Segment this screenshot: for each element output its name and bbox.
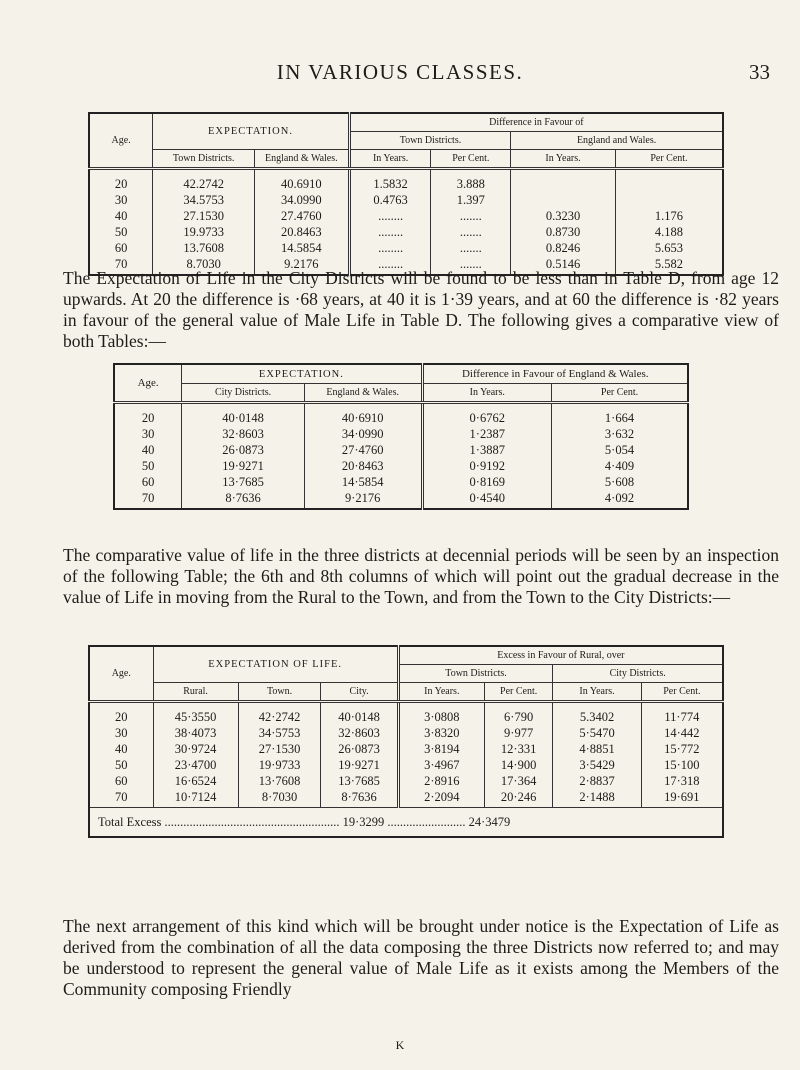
value-cell: 19·9271 [182, 458, 305, 474]
col-years-header: In Years. [349, 150, 431, 169]
value-cell: 12·331 [484, 741, 552, 757]
value-cell: 0.8730 [511, 224, 616, 240]
value-cell: 34·0990 [304, 426, 422, 442]
value-cell: 13·7685 [182, 474, 305, 490]
value-cell: 0.5146 [511, 256, 616, 275]
value-cell: 40·6910 [304, 403, 422, 427]
value-cell: 10·7124 [153, 789, 238, 808]
value-cell: 5·608 [552, 474, 688, 490]
paragraph-2: The comparative value of life in the three districts at decennial periods will be seen by an inspection of the following Table; the 6th and 8th columns of which will point out the gradual decrease in the value of Life in moving from the Rural to the Town, and from the Town to the City Districts:— [63, 545, 779, 607]
value-cell: 4·8851 [553, 741, 641, 757]
page-number: 33 [749, 60, 770, 84]
running-head [0, 60, 800, 90]
value-cell: 14·5854 [304, 474, 422, 490]
value-cell: 3·8194 [398, 741, 484, 757]
table-town-vs-england [88, 112, 724, 276]
difference-header: Difference in Favour of [349, 113, 723, 132]
value-cell [511, 169, 616, 193]
value-cell: 4·409 [552, 458, 688, 474]
col-percent-header: Per Cent. [484, 683, 552, 702]
paragraph-1: The Expectation of Life in the City Districts will be found to be less than in Table D, from age 12 upwards. At 20 the difference is ·68 years, at 40 it is 1·39 years, and at 60 the difference is ·82 years in favour of the general value of Male Life in Table D. The following gives a comparative view of both Tables:— [63, 268, 779, 351]
col-age-header: Age. [89, 113, 153, 169]
total-excess-town: 19·3299 [342, 815, 385, 829]
value-cell: 26·0873 [321, 741, 398, 757]
town-districts-header: Town Districts. [349, 132, 511, 150]
value-cell: 30·9724 [153, 741, 238, 757]
value-cell: 0·4540 [422, 490, 552, 509]
age-cell: 70 [114, 257, 128, 271]
value-cell: 8.7030 [153, 256, 255, 275]
total-excess-city: 24·3479 [468, 815, 511, 829]
value-cell: 5.653 [615, 240, 723, 256]
table-row [114, 458, 688, 474]
value-cell: ........ [349, 208, 431, 224]
value-cell: 0.8246 [511, 240, 616, 256]
value-cell: 40.6910 [254, 169, 349, 193]
value-cell: 1·664 [552, 403, 688, 427]
table-row [114, 403, 688, 427]
col-town-header: Town. [238, 683, 321, 702]
value-cell: 40·0148 [321, 702, 398, 726]
value-cell: ........ [349, 240, 431, 256]
table-row [89, 725, 723, 741]
table-row [89, 192, 723, 208]
age-cell: 40 [115, 742, 128, 756]
value-cell: 23·4700 [153, 757, 238, 773]
table-row [114, 426, 688, 442]
value-cell: 3·632 [552, 426, 688, 442]
value-cell: 8·7636 [182, 490, 305, 509]
value-cell: 9·2176 [304, 490, 422, 509]
city-districts-header: City Districts. [553, 665, 723, 683]
value-cell: 4·092 [552, 490, 688, 509]
value-cell: 27.1530 [153, 208, 255, 224]
expectation-header: EXPECTATION OF LIFE. [153, 646, 398, 683]
value-cell: 0·9192 [422, 458, 552, 474]
col-england-header: England & Wales. [254, 150, 349, 169]
value-cell: 20·8463 [304, 458, 422, 474]
value-cell: 38·4073 [153, 725, 238, 741]
col-age-header: Age. [114, 364, 182, 403]
table-rural-town-city [88, 645, 724, 838]
expectation-header: EXPECTATION. [153, 113, 349, 150]
value-cell: 34.5753 [153, 192, 255, 208]
col-years-header: In Years. [398, 683, 484, 702]
value-cell: 11·774 [641, 702, 723, 726]
value-cell: 15·100 [641, 757, 723, 773]
value-cell: 27·1530 [238, 741, 321, 757]
value-cell: 14·442 [641, 725, 723, 741]
col-rural-header: Rural. [153, 683, 238, 702]
age-cell: 30 [141, 427, 155, 441]
table-row [89, 702, 723, 726]
col-age-header: Age. [89, 646, 153, 702]
value-cell: 3·0808 [398, 702, 484, 726]
age-cell: 70 [115, 790, 128, 804]
value-cell: ....... [431, 224, 511, 240]
value-cell: 19.9733 [153, 224, 255, 240]
value-cell: 2·1488 [553, 789, 641, 808]
value-cell: 5·5470 [553, 725, 641, 741]
age-cell: 50 [115, 758, 128, 772]
value-cell: 2·8916 [398, 773, 484, 789]
value-cell [615, 192, 723, 208]
value-cell: 40·0148 [182, 403, 305, 427]
value-cell: 34·5753 [238, 725, 321, 741]
difference-header: Difference in Favour of England & Wales. [422, 364, 688, 384]
value-cell: 42.2742 [153, 169, 255, 193]
value-cell: 19·691 [641, 789, 723, 808]
value-cell: 5.582 [615, 256, 723, 275]
value-cell: 8·7030 [238, 789, 321, 808]
value-cell: 32·8603 [182, 426, 305, 442]
value-cell: ....... [431, 240, 511, 256]
table-row [89, 208, 723, 224]
age-cell: 60 [141, 475, 155, 489]
value-cell: ....... [431, 208, 511, 224]
value-cell: 45·3550 [153, 702, 238, 726]
age-cell: 40 [141, 443, 155, 457]
col-city-header: City Districts. [182, 384, 305, 403]
col-years-header: In Years. [422, 384, 552, 403]
age-cell: 40 [114, 209, 128, 223]
value-cell: 27·4760 [304, 442, 422, 458]
excess-header: Excess in Favour of Rural, over [398, 646, 723, 665]
table-row [89, 789, 723, 808]
value-cell: 26·0873 [182, 442, 305, 458]
age-cell: 70 [141, 491, 155, 505]
value-cell: 42·2742 [238, 702, 321, 726]
value-cell: 13.7608 [153, 240, 255, 256]
age-cell: 50 [141, 459, 155, 473]
table-row [89, 240, 723, 256]
value-cell: 1·2387 [422, 426, 552, 442]
value-cell: 2·2094 [398, 789, 484, 808]
value-cell: 19·9733 [238, 757, 321, 773]
value-cell: 2·8837 [553, 773, 641, 789]
table-city-vs-england [113, 363, 689, 510]
england-wales-header: England and Wales. [511, 132, 723, 150]
value-cell: 1·3887 [422, 442, 552, 458]
value-cell: 5.3402 [553, 702, 641, 726]
col-percent-header: Per Cent. [552, 384, 688, 403]
col-years2-header: In Years. [511, 150, 616, 169]
value-cell: 0.4763 [349, 192, 431, 208]
value-cell: 13·7685 [321, 773, 398, 789]
value-cell: 16·6524 [153, 773, 238, 789]
age-cell: 20 [141, 411, 155, 425]
age-cell: 60 [114, 241, 128, 255]
table-row [114, 490, 688, 509]
col-town-header: Town Districts. [153, 150, 255, 169]
col-city-header: City. [321, 683, 398, 702]
value-cell: 5·054 [552, 442, 688, 458]
value-cell: 20.8463 [254, 224, 349, 240]
value-cell: 17·364 [484, 773, 552, 789]
table-row [89, 741, 723, 757]
value-cell: ....... [431, 256, 511, 275]
value-cell: 3·5429 [553, 757, 641, 773]
value-cell: 0.3230 [511, 208, 616, 224]
value-cell: 17·318 [641, 773, 723, 789]
table-row [114, 474, 688, 490]
value-cell: 20·246 [484, 789, 552, 808]
value-cell [615, 169, 723, 193]
value-cell: ........ [349, 256, 431, 275]
value-cell: 9·977 [484, 725, 552, 741]
value-cell: 1.397 [431, 192, 511, 208]
col-england-header: England & Wales. [304, 384, 422, 403]
table-row [89, 224, 723, 240]
age-cell: 60 [115, 774, 128, 788]
table-row [89, 773, 723, 789]
value-cell: 1.5832 [349, 169, 431, 193]
value-cell: 32·8603 [321, 725, 398, 741]
table-row [89, 757, 723, 773]
total-excess-row: Total Excess ........................................................ 19·3299 ......................... 24·3479 [89, 808, 723, 838]
age-cell: 30 [114, 193, 128, 207]
value-cell: 14·900 [484, 757, 552, 773]
value-cell: 19·9271 [321, 757, 398, 773]
value-cell: 9.2176 [254, 256, 349, 275]
col-percent2-header: Per Cent. [641, 683, 723, 702]
col-years2-header: In Years. [553, 683, 641, 702]
value-cell: 0·8169 [422, 474, 552, 490]
value-cell: 13·7608 [238, 773, 321, 789]
value-cell: 14.5854 [254, 240, 349, 256]
col-percent2-header: Per Cent. [615, 150, 723, 169]
value-cell: 34.0990 [254, 192, 349, 208]
value-cell: 3.888 [431, 169, 511, 193]
value-cell: 0·6762 [422, 403, 552, 427]
age-cell: 20 [114, 177, 128, 191]
expectation-header: EXPECTATION. [182, 364, 422, 384]
value-cell: ........ [349, 224, 431, 240]
value-cell: 3·4967 [398, 757, 484, 773]
value-cell: 15·772 [641, 741, 723, 757]
age-cell: 30 [115, 726, 128, 740]
table-row [89, 169, 723, 193]
value-cell: 3·8320 [398, 725, 484, 741]
signature-mark: K [395, 1038, 405, 1052]
value-cell: 4.188 [615, 224, 723, 240]
age-cell: 20 [115, 710, 128, 724]
town-districts-header: Town Districts. [398, 665, 553, 683]
value-cell: 6·790 [484, 702, 552, 726]
paragraph-3: The next arrangement of this kind which will be brought under notice is the Expectation of Life as derived from the combination of all the data composing the three Districts now referred to; and may be understood to represent the general value of Male Life as it exists among the Members of the Community composing Friendly [63, 916, 779, 999]
running-title: IN VARIOUS CLASSES. [276, 60, 524, 84]
table-row [114, 442, 688, 458]
value-cell: 8·7636 [321, 789, 398, 808]
value-cell [511, 192, 616, 208]
col-percent-header: Per Cent. [431, 150, 511, 169]
value-cell: 27.4760 [254, 208, 349, 224]
age-cell: 50 [114, 225, 128, 239]
total-excess-label: Total Excess [98, 815, 162, 829]
value-cell: 1.176 [615, 208, 723, 224]
